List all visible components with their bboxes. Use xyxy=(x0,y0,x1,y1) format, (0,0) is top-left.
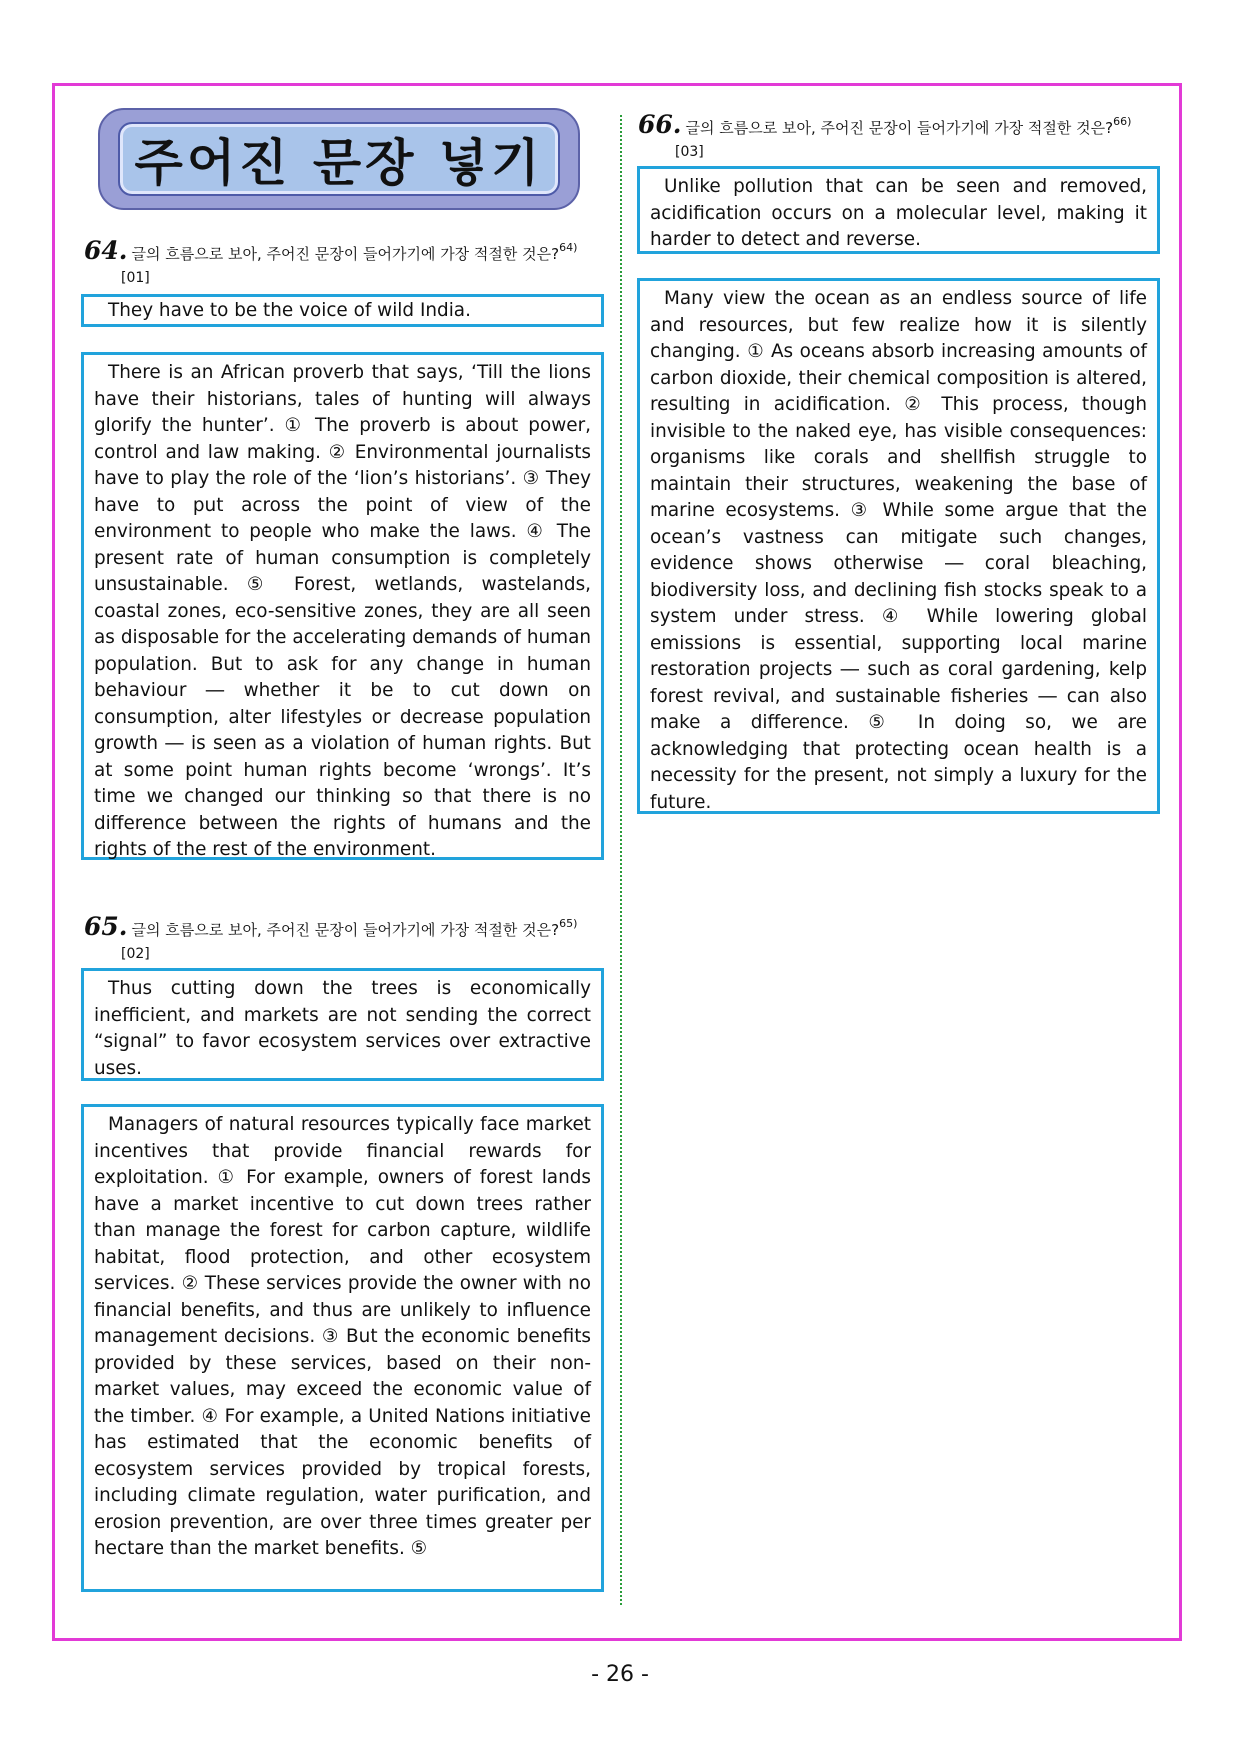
passage-box xyxy=(81,1104,604,1592)
given-sentence: Thus cutting down the trees is economically inefficient, and markets are not sending the correct “signal” to favor ecosystem services over extractive uses. xyxy=(94,978,591,1079)
question-code: [03] xyxy=(675,144,704,160)
title-banner-inner xyxy=(118,122,560,196)
passage-text: There is an African proverb that says, ‘Till the lions have their historians, tales of hunting will always glorify the hunter’. ① The proverb is about power, control and law making. ② Environmental journalists have to play the role of the ‘lion’s historians’. ③ They have to put across the point of view of the environment to people who make the laws. ④ The present rate of human consumption is completely unsustainable. ⑤ Forest, wetlands, wastelands, coastal zones, eco-sensitive zones, they are all seen as disposable for the accelerating demands of human population. But to ask for any change in human behaviour ― whether it be to cut down on consumption, alter lifestyles or decrease population growth ― is seen as a violation of human rights. But at some point human rights become ‘wrongs’. It’s time we changed our thinking so that there is no difference between the rights of humans and the rights of the rest of the environment. xyxy=(94,362,591,860)
footnote-ref: 66) xyxy=(1113,115,1132,128)
question-code: [01] xyxy=(121,270,150,286)
given-sentence-box xyxy=(81,968,604,1081)
passage-text: Managers of natural resources typically face market incentives that provide financial rewards for exploitation. ① For example, owners of forest lands have a market incentive to cut down trees rather than manage the forest for carbon capture, wildlife habitat, flood protection, and other ecosystem services. ② These services provide the owner with no financial benefits, and thus are unlikely to influence management decisions. ③ But the economic benefits provided by these services, based on their non-market values, may exceed the economic value of the timber. ④ For example, a United Nations initiative has estimated that the economic benefits of ecosystem services provided by tropical forests, including climate regulation, water purification, and erosion prevention, are over three times greater per hectare than the market benefits. ⑤ xyxy=(94,1114,591,1559)
page-number: - 26 - xyxy=(591,1662,649,1687)
column-divider xyxy=(620,115,622,1605)
question-65-header xyxy=(84,912,578,941)
question-number: 65. xyxy=(84,912,128,941)
question-number: 66. xyxy=(638,110,682,139)
question-66-header xyxy=(638,110,1132,139)
footnote-ref: 65) xyxy=(559,917,578,930)
passage-box xyxy=(637,278,1160,814)
question-prompt: 글의 흐름으로 보아, 주어진 문장이 들어가기에 가장 적절한 것은? xyxy=(131,245,560,263)
section-title-banner xyxy=(98,108,580,210)
question-prompt: 글의 흐름으로 보아, 주어진 문장이 들어가기에 가장 적절한 것은? xyxy=(685,119,1114,137)
given-sentence: They have to be the voice of wild India. xyxy=(108,300,471,321)
passage-box xyxy=(81,352,604,860)
question-number: 64. xyxy=(84,236,128,265)
question-prompt: 글의 흐름으로 보아, 주어진 문장이 들어가기에 가장 적절한 것은? xyxy=(131,921,560,939)
question-code: [02] xyxy=(121,946,150,962)
question-64-header xyxy=(84,236,578,265)
given-sentence-box xyxy=(637,166,1160,254)
given-sentence-box xyxy=(81,294,604,327)
section-title: 주어진 문장 넣기 xyxy=(134,134,544,192)
given-sentence: Unlike pollution that can be seen and removed, acidification occurs on a molecular level, making it harder to detect and reverse. xyxy=(650,176,1147,250)
passage-text: Many view the ocean as an endless source of life and resources, but few realize how it is silently changing. ① As oceans absorb increasing amounts of carbon dioxide, their chemical composition is altered, resulting in acidification. ② This process, though invisible to the naked eye, has visible consequences: organisms like corals and shellfish struggle to maintain their structures, weakening the base of marine ecosystems. ③ While some argue that the ocean’s vastness can mitigate such changes, evidence shows otherwise ― coral bleaching, biodiversity loss, and declining fish stocks speak to a system under stress. ④ While lowering global emissions is essential, supporting local marine restoration projects ― such as coral gardening, kelp forest revival, and sustainable fisheries ― can also make a difference. ⑤ In doing so, we are acknowledging that protecting ocean health is a necessity for the present, not simply a luxury for the future. xyxy=(650,288,1147,813)
footnote-ref: 64) xyxy=(559,241,578,254)
